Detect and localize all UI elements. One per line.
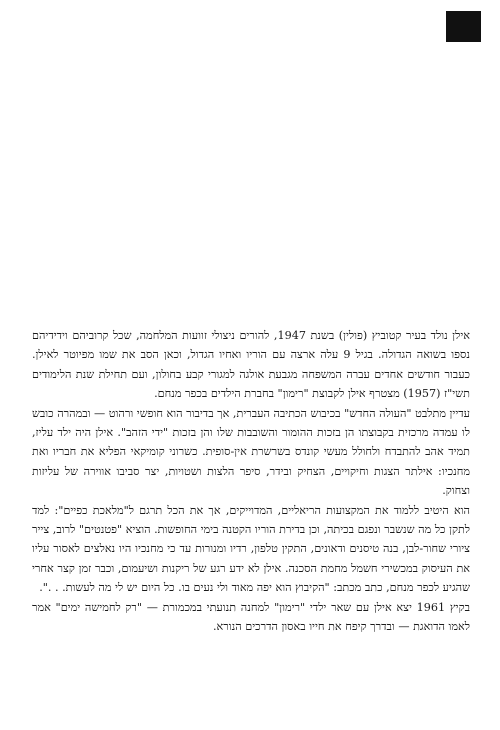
paragraph-talents: הוא היטיב ללמוד את המקצועות הריאליים, המדוייקים, אך את הכל תרגם ל"מלאכת כפיים": למד לתקן כל מה שנשבר ונפגם בכיתה, וכן בדירת הוריו הקטנה בימי החופשות. הוציא "פטנטים" לרוב, צייר ציורי שחור-לבן, בנה טיסנים ודאונים, התקין טלפון, רדיו ומנורות עד כי מחנכיו היו נאלצים לאסור עליו את העיסוק במכשירי חשמל מחמת הסכנה. אילן לא ידע רגע של ריקנות ושיעמום, וכבר זמן קצר אחרי שהגיע לכפר מנחם, כתב מכתב: "הקיבוץ הוא יפה מאוד ולי נעים בו. כל היום יש לי מה לעשות. . .". bbox=[32, 503, 470, 595]
corner-marker bbox=[446, 11, 481, 42]
memorial-text bbox=[32, 326, 470, 637]
paragraph-death: בקיץ 1961 יצא אילן עם שאר ילדי "רימון" למחנה תנועתי במכמורת — "רק לחמישה ימים" אמר לאמו הדואגת — ובדרך קיפח את חייו באסון הדרכים הנורא. bbox=[32, 600, 470, 634]
paragraph-birth: אילן נולד בעיר קטוביץ (פולין) בשנת 1947, להורים ניצולי זוועות המלחמה, שכל קרוביהם וידידיהם נספו בשואה הגדולה. בגיל 9 עלה ארצה עם הוריו ואחיו הגדול, וכאן הסב את שמו מפיוטר לאילן. כעבור חודשים אחדים עברה המשפחה מגבעת אולגה למגורי קבע בחולון, ועם תחילת שנת הלימודים תשי"ז (1957) מצטרף אילן לקבוצת "רימון" בחברת הילדים בכפר מנחם. bbox=[32, 329, 470, 401]
paragraph-personality: עדיין מתלבט "העולה החדש" בכיבוש הכתיבה העברית, אך בדיבור הוא חופשי ורהוט — ובמהרה כובש לו עמדה מרכזית בקבוצתו הן בזכות ההומור והשובבות שלו והן בזכות "ידי הזהב". אילן היה ילד עליז, תמיד אהב להתבדח ולחולל מעשי קונדס בשרשרת אין-סופית. כשרוני קומיקאי הפליא את חבריו ואת מחנכיו: אילתר הצגות וחיקויים, הצחיק ובידר, סיפר הלצות ושטויות, יצר סביבו אווירה של עליזות וצחוק. bbox=[32, 406, 470, 498]
